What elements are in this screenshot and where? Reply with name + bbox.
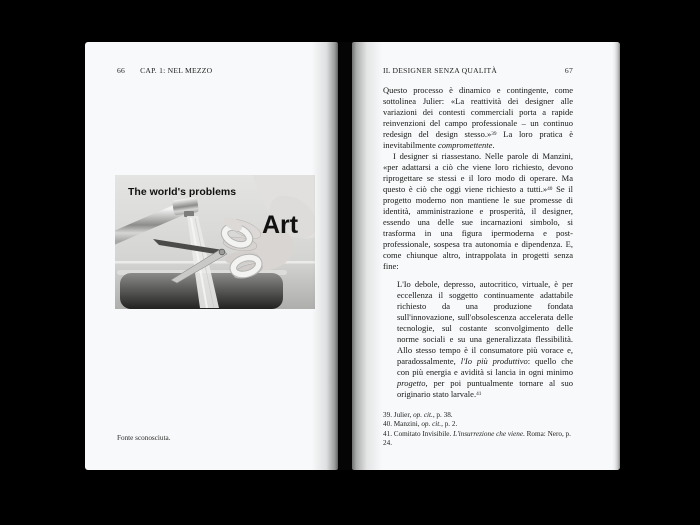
right-page bbox=[352, 42, 620, 470]
footnotes bbox=[383, 411, 573, 449]
figure-label-top: The world's problems bbox=[128, 186, 237, 198]
figure-caption: Fonte sconosciuta. bbox=[117, 434, 171, 442]
book-gutter bbox=[338, 42, 352, 470]
left-chapter-title: CAP. 1: NEL MEZZO bbox=[140, 66, 213, 75]
paragraph: I designer si riassestano. Nelle parole di Manzini, «per adattarsi a ciò che viene loro richiesto, devono riprogettare se stessi e il loro modo di operare. Ma questo è ciò che oggi viene richiesto a tutti.»$^{40}$ Se il progetto moderno non mantiene le sue promesse di identità, amministrazione e prosperità, il designer, essendo una delle sue incarnazioni simbolo, si trasforma in una figura ipermoderna e post-professionale, sospesa tra autonomia e dipendenza. E, come chiunque altro, intrappolata in progetti senza fine: bbox=[383, 151, 573, 271]
footnote: 40. Manzini, op. cit., p. 2. bbox=[383, 420, 458, 429]
page-stack-edge bbox=[612, 42, 620, 470]
right-page-number: 67 bbox=[564, 66, 573, 75]
figure-label-art: Art bbox=[262, 211, 299, 239]
block-quote: L'Io debole, depresso, autocritico, virtuale, è per eccellenza il soggetto continuamente adattabile richiesto da una produzione fondata sull'innovazione, sull'obsolescenza accelerata delle tecnologie, sul costante sconvolgimento delle norme sociali e su una generalizzata flessibilità. Allo stesso tempo è il consumatore più vorace e, paradossalmente, l'Io più produttivo: quello che con più energia e avidità si lancia in ogni minimo progetto, per poi puntualmente tornare al suo originario stato larvale.$^{41}$ bbox=[397, 279, 573, 399]
right-running-head bbox=[383, 66, 573, 75]
left-running-head bbox=[117, 66, 212, 75]
left-page-number: 66 bbox=[117, 66, 126, 75]
figure-scissors-cutting-water bbox=[115, 175, 315, 309]
body-text bbox=[383, 85, 573, 400]
paragraph: Questo processo è dinamico e contingente, come sottolinea Julier: «La reattività dei designer alle variazioni dei contesti commerciali porta a rapide reinvenzioni del campo professionale – un continuo redesign del design stesso.»$^{39}$ La loro pratica è inevitabilmente compromettente. bbox=[383, 85, 573, 150]
right-chapter-title: IL DESIGNER SENZA QUALITÀ bbox=[383, 66, 498, 75]
footnote: 41. Comitato Invisibile. L'insurrezione che viene. Roma: Nero, p. 24. bbox=[383, 429, 571, 448]
footnote: 39. Julier, op. cit., p. 38. bbox=[383, 411, 453, 419]
left-page bbox=[85, 42, 338, 470]
figure-photo bbox=[115, 175, 315, 309]
